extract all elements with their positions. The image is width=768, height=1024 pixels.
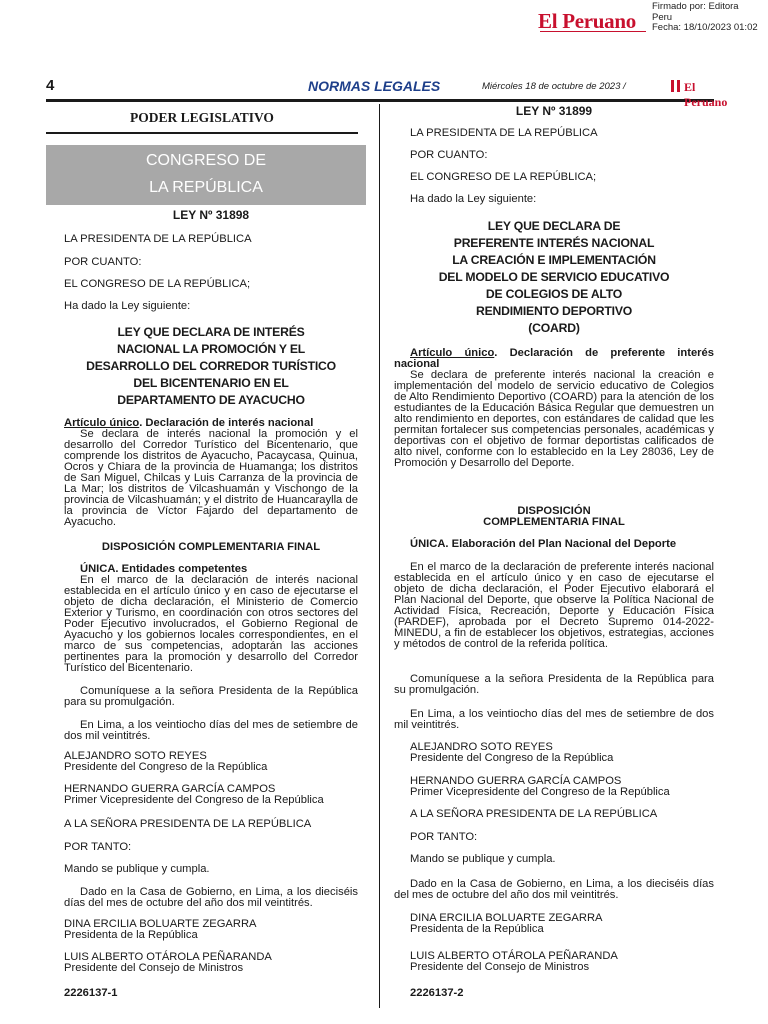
unica-heading: ÚNICA. Entidades competentes xyxy=(80,563,248,575)
intro-line: POR CUANTO: xyxy=(64,256,142,268)
publish: Mando se publique y cumpla. xyxy=(64,863,210,875)
place-date: En Lima, a los veintiocho días del mes de setiembre de dos mil veintitrés. xyxy=(64,719,358,742)
intro-line: LA PRESIDENTA DE LA REPÚBLICA xyxy=(410,127,598,139)
intro-line: POR CUANTO: xyxy=(410,149,488,161)
communicate: Comuníquese a la señora Presidenta de la República para su promulgación. xyxy=(394,673,714,696)
section-title: NORMAS LEGALES xyxy=(308,78,441,94)
signatory-role: Presidente del Consejo de Ministros xyxy=(64,962,244,974)
document-code: 2226137-1 xyxy=(64,987,118,999)
document-code: 2226137-2 xyxy=(410,987,464,999)
el-peruano-logo: El Peruano xyxy=(538,9,636,33)
signatory-name: DINA ERCILIA BOLUARTE ZEGARRA xyxy=(410,912,603,924)
signatory-name: HERNANDO GUERRA GARCÍA CAMPOS xyxy=(410,775,622,787)
to-president: A LA SEÑORA PRESIDENTA DE LA REPÚBLICA xyxy=(64,818,312,830)
intro-line: EL CONGRESO DE LA REPÚBLICA; xyxy=(64,278,251,290)
communicate: Comuníquese a la señora Presidenta de la República para su promulgación. xyxy=(64,685,358,708)
signatory-role: Presidenta de la República xyxy=(64,929,198,941)
therefore: POR TANTO: xyxy=(410,831,478,843)
column-divider xyxy=(379,104,380,1008)
branch-heading: PODER LEGISLATIVO xyxy=(46,110,358,134)
unica-body: En el marco de la declaración de preferente interés nacional establecida en el artículo único y en caso de ejecutarse el objeto de dicha declaración, el Poder Ejecutivo elaborará el Plan Nacional del Deporte, que observe la Política Nacional de Actividad Física, Recreación, Deporte y Educación Física (PARDEF), aprobada por el Decreto Supremo 014-2022-MINEDU, a fin de establecer los objetivos, estrategias, acciones y métodos de control de la referida política. xyxy=(394,561,714,650)
given-at: Dado en la Casa de Gobierno, en Lima, a los dieciséis días del mes de octubre del año dos mil veintitrés. xyxy=(394,878,714,901)
signatory-name: DINA ERCILIA BOLUARTE ZEGARRA xyxy=(64,918,257,930)
publish: Mando se publique y cumpla. xyxy=(410,853,556,865)
logo-underline xyxy=(540,31,646,35)
article-body: Se declara de preferente interés nacional la creación e implementación del modelo de servicio educativo de Colegios de Alto Rendimiento Deportivo (COARD) para la atención de los estudiantes de la Educación Básica Regular que demuestren un alto rendimiento en deportes, con estándares de calidad que les permitan fortalecer sus competencias personales, académicas y deportivas con el objetivo de formar deportistas calificados de alto nivel, conforme con lo establecido en la Ley 28036, Ley de Promoción y Desarrollo del Deporte. xyxy=(394,369,714,469)
therefore: POR TANTO: xyxy=(64,841,132,853)
page-number: 4 xyxy=(46,77,55,94)
header-brand: El Peruano xyxy=(684,80,728,109)
intro-line: LA PRESIDENTA DE LA REPÚBLICA xyxy=(64,233,252,245)
signatory-name: LUIS ALBERTO OTÁROLA PEÑARANDA xyxy=(410,950,618,962)
signatory-name: LUIS ALBERTO OTÁROLA PEÑARANDA xyxy=(64,951,272,963)
law-number: LEY Nº 31899 xyxy=(515,104,593,118)
intro-line: Ha dado la Ley siguiente: xyxy=(64,300,191,312)
issue-date: Miércoles 18 de octubre de 2023 / xyxy=(482,81,626,92)
intro-line: Ha dado la Ley siguiente: xyxy=(410,193,537,205)
digital-signature: Firmado por: Editora Peru Fecha: 18/10/2023 01:02 xyxy=(652,1,758,33)
masthead xyxy=(0,0,768,40)
article-body: Se declara de interés nacional la promoción y el desarrollo del Corredor Turístico del Bicentenario, que comprende los distritos de Ayacucho, Pacaycasa, Quinua, Ocros y Chiara de la provincia de Huamanga; los distritos de San Miguel, Chilcas y Luis Carranza de la provincia de La Mar; los distritos de Vilcashuamán y Vischongo de la provincia de Vilcashuamán; y el distrito de Huancaraylla de la provincia de Víctor Fajardo del departamento de Ayacucho. xyxy=(64,428,358,528)
peru-flag-icon xyxy=(671,80,680,92)
signatory-name: ALEJANDRO SOTO REYES xyxy=(410,741,553,753)
to-president: A LA SEÑORA PRESIDENTA DE LA REPÚBLICA xyxy=(410,808,658,820)
signatory-role: Presidente del Congreso de la República xyxy=(64,761,268,773)
signatory-role: Presidenta de la República xyxy=(410,923,544,935)
signatory-name: ALEJANDRO SOTO REYES xyxy=(64,750,207,762)
article-heading: Artículo único. Declaración de interés nacional xyxy=(64,417,314,429)
signatory-role: Presidente del Consejo de Ministros xyxy=(410,961,590,973)
unica-body: En el marco de la declaración de interés nacional establecida en el artículo único y en caso de ejecutarse el objeto de dicha declaración, el Ministerio de Comercio Exterior y Turismo, en coordinación con otros sectores del Poder Ejecutivo involucrados, el Gobierno Regional de Ayacucho y los gobiernos locales correspondientes, en el marco de sus competencias, adoptarán las acciones pertinentes para la promoción y desarrollo del Corredor Turístico del Bicentenario. xyxy=(64,574,358,674)
signatory-role: Presidente del Congreso de la República xyxy=(410,752,614,764)
place-date: En Lima, a los veintiocho días del mes de setiembre de dos mil veintitrés. xyxy=(394,708,714,731)
given-at: Dado en la Casa de Gobierno, en Lima, a los dieciséis días del mes de octubre del año dos mil veintitrés. xyxy=(64,886,358,909)
article-heading: Artículo único. Declaración de preferente interés nacional xyxy=(394,347,714,370)
signatory-role: Primer Vicepresidente del Congreso de la República xyxy=(64,794,324,806)
law-title: LEY QUE DECLARA DE PREFERENTE INTERÉS NACIONAL LA CREACIÓN E IMPLEMENTACIÓN DEL MODELO DE SERVICIO EDUCATIVO DE COLEGIOS DE ALTO RENDIMIENTO DEPORTIVO (COARD) xyxy=(438,219,670,335)
signatory-role: Primer Vicepresidente del Congreso de la República xyxy=(410,786,670,798)
final-provision-heading: DISPOSICIÓN COMPLEMENTARIA FINAL xyxy=(101,541,321,553)
final-provision-heading: DISPOSICIÓN COMPLEMENTARIA FINAL xyxy=(483,505,625,528)
law-number: LEY Nº 31898 xyxy=(172,208,250,222)
institution-banner: CONGRESO DE LA REPÚBLICA xyxy=(46,145,366,205)
unica-heading: ÚNICA. Elaboración del Plan Nacional del Deporte xyxy=(410,538,677,550)
intro-line: EL CONGRESO DE LA REPÚBLICA; xyxy=(410,171,597,183)
page-header xyxy=(46,77,728,109)
signatory-name: HERNANDO GUERRA GARCÍA CAMPOS xyxy=(64,783,276,795)
law-title: LEY QUE DECLARA DE INTERÉS NACIONAL LA PROMOCIÓN Y EL DESARROLLO DEL CORREDOR TURÍSTICO DEL BICENTENARIO EN EL DEPARTAMENTO DE AYACUCHO xyxy=(86,325,336,407)
